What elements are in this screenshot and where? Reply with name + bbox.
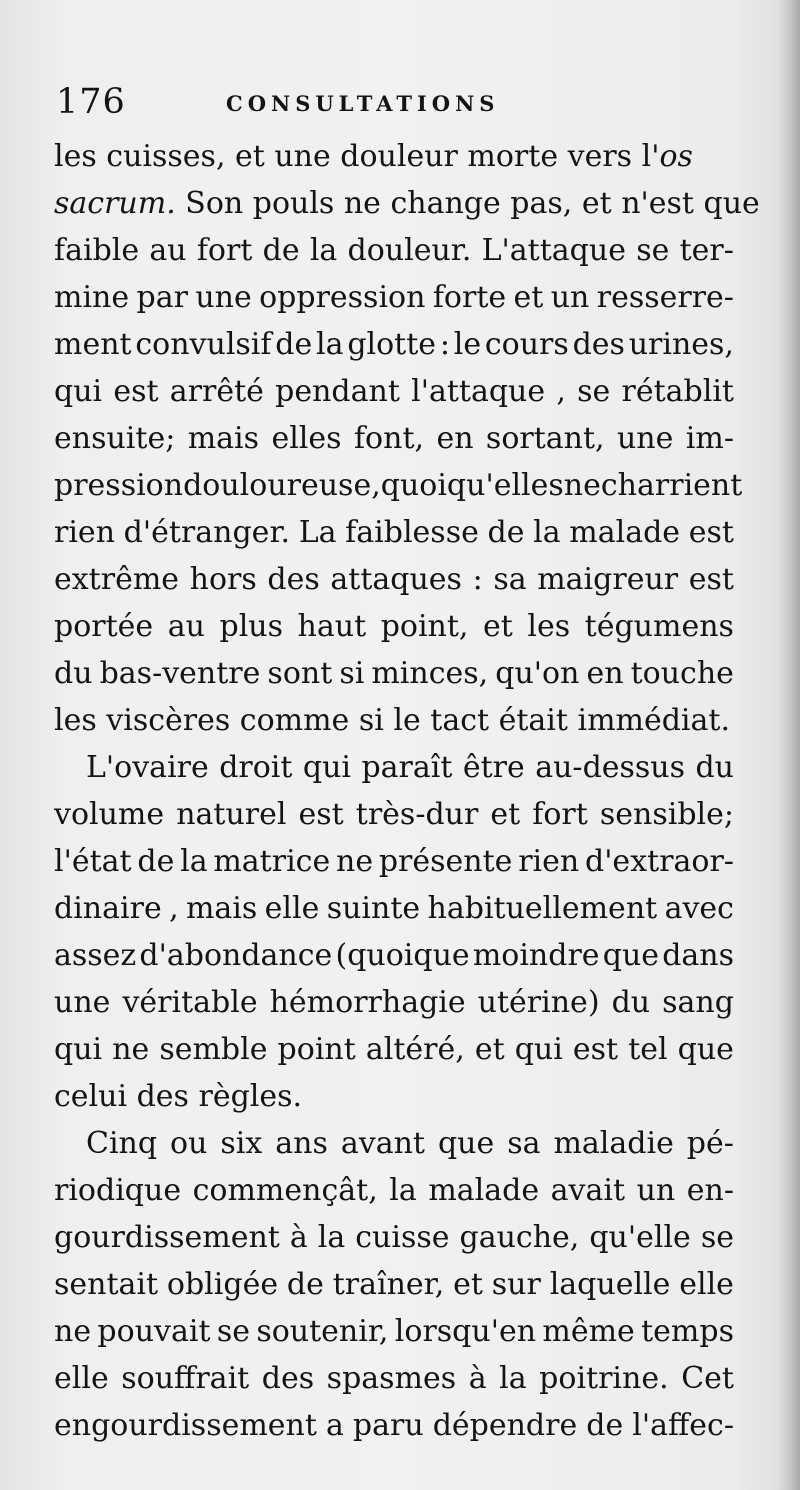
word: avait — [550, 1173, 626, 1208]
word: quoiqu'elles — [380, 468, 564, 503]
word: une — [195, 280, 252, 315]
word: malade — [428, 1173, 540, 1208]
word: sur — [491, 1267, 541, 1302]
word: des — [267, 562, 320, 597]
word: attaques — [330, 562, 462, 597]
line-text: celui des règles. — [54, 1079, 303, 1114]
word: assez — [54, 938, 137, 973]
word: sang — [662, 985, 734, 1020]
word: habituellement — [427, 891, 658, 926]
text-line — [54, 415, 734, 462]
word: des — [572, 327, 625, 362]
word: point — [277, 1032, 356, 1067]
body-text — [54, 133, 760, 1449]
word: spasmes — [326, 1361, 457, 1396]
word: gourdissement — [54, 1220, 280, 1255]
word: , — [169, 891, 179, 926]
text-line — [54, 462, 743, 509]
word: la — [317, 1220, 346, 1255]
text-line — [54, 368, 734, 415]
word: qui — [54, 1032, 103, 1067]
word: lorsqu'en — [394, 1314, 537, 1349]
text-line — [54, 1120, 734, 1167]
word: volume — [54, 797, 165, 832]
word: L'attaque — [481, 233, 626, 268]
word: hors — [189, 562, 257, 597]
word: au — [149, 233, 187, 268]
word: dans — [662, 938, 734, 973]
text-line — [54, 838, 734, 885]
word: à — [468, 1361, 487, 1396]
word: glotte — [347, 327, 437, 362]
word: tel — [628, 1032, 668, 1067]
word: mais — [187, 421, 260, 456]
word: riodique — [54, 1173, 182, 1208]
word: charrient — [600, 468, 743, 503]
word: même — [542, 1314, 635, 1349]
word: convulsif — [135, 327, 272, 362]
word: urines, — [628, 327, 734, 362]
text-line — [54, 274, 734, 321]
word: et — [490, 797, 521, 832]
word: utérine) — [477, 985, 600, 1020]
word: une — [616, 421, 674, 456]
text-line — [54, 1214, 734, 1261]
word: elle — [264, 891, 320, 926]
word: pé- — [686, 1126, 734, 1161]
text-line — [54, 180, 760, 227]
word: se — [216, 1314, 250, 1349]
word: elle — [54, 1361, 109, 1396]
word: minces, — [371, 656, 489, 691]
word: im- — [685, 421, 734, 456]
word: tégumens — [584, 609, 734, 644]
word: d'étranger. — [123, 515, 291, 550]
word: un — [550, 280, 590, 315]
word: ne — [112, 1032, 150, 1067]
word: avant — [340, 1126, 425, 1161]
word: semble — [159, 1032, 268, 1067]
word: par — [136, 280, 188, 315]
word: qui — [514, 1032, 563, 1067]
word: pendant — [275, 374, 400, 409]
word: resserre- — [596, 280, 734, 315]
word: mine — [54, 280, 130, 315]
word: arrêté — [169, 374, 264, 409]
text-line — [54, 650, 734, 697]
word: sa — [493, 562, 527, 597]
word: extrême — [54, 562, 180, 597]
word: l'état — [54, 844, 132, 879]
word: se — [636, 233, 670, 268]
word: est — [688, 515, 734, 550]
word: qu'elle — [589, 1220, 691, 1255]
word: une — [54, 985, 111, 1020]
word: oppression — [259, 280, 426, 315]
word: très-dur — [355, 797, 479, 832]
word: fort — [196, 233, 253, 268]
word: paru — [352, 1408, 424, 1443]
word: de — [487, 515, 525, 550]
word: est — [298, 797, 344, 832]
word: touche — [630, 656, 734, 691]
word: qui — [54, 374, 103, 409]
word: ans — [275, 1126, 328, 1161]
text-line — [54, 791, 734, 838]
word: du — [54, 656, 93, 691]
word: sensible; — [599, 797, 734, 832]
italic-text: os — [659, 139, 693, 174]
page-header — [56, 78, 746, 126]
word: cuisse — [355, 1220, 450, 1255]
text-line — [54, 744, 734, 791]
word: est — [572, 1032, 619, 1067]
line-text: les cuisses, et une douleur morte vers l' — [54, 139, 660, 174]
word: maladie — [553, 1126, 674, 1161]
word: six — [220, 1126, 263, 1161]
word: si — [339, 656, 365, 691]
word: moindre — [472, 938, 600, 973]
word: gauche, — [459, 1220, 580, 1255]
word: bas-ventre — [99, 656, 261, 691]
word: cours — [484, 327, 569, 362]
word: sa — [507, 1126, 541, 1161]
text-line — [54, 1355, 734, 1402]
word: que — [602, 938, 660, 973]
word: la — [316, 327, 344, 362]
word: suinte — [326, 891, 421, 926]
word: présente — [378, 844, 513, 879]
word: ment — [54, 327, 132, 362]
word: altéré, — [365, 1032, 465, 1067]
word: douloureuse, — [183, 468, 381, 503]
word: ou — [170, 1126, 208, 1161]
word: avec — [664, 891, 734, 926]
word: et — [513, 280, 544, 315]
word: commençât, — [192, 1173, 378, 1208]
word: sentait — [54, 1267, 159, 1302]
word: maigreur — [537, 562, 679, 597]
word: de — [137, 844, 175, 879]
word: hémorrhagie — [269, 985, 466, 1020]
word: pression — [54, 468, 184, 503]
word: d'extraor- — [584, 844, 734, 879]
word: en- — [686, 1173, 734, 1208]
page-edge-shadow — [778, 0, 800, 1490]
word: véritable — [122, 985, 258, 1020]
word: l'affec- — [632, 1408, 734, 1443]
word: est — [113, 374, 159, 409]
word: la — [499, 1361, 527, 1396]
word: : — [439, 327, 450, 362]
text-line — [54, 932, 734, 979]
word: ensuite; — [54, 421, 176, 456]
word: fort — [532, 797, 588, 832]
word: point, — [380, 609, 469, 644]
word: faible — [54, 233, 140, 268]
word: dinaire — [54, 891, 162, 926]
word: engourdissement — [54, 1408, 317, 1443]
word: poitrine. — [539, 1361, 669, 1396]
word: ne — [336, 844, 374, 879]
word: pouvait — [97, 1314, 211, 1349]
italic-text: sacrum. — [54, 186, 176, 221]
word: que — [677, 1032, 734, 1067]
word: rien — [54, 515, 116, 550]
text-line — [54, 1308, 734, 1355]
word: être — [462, 750, 525, 785]
word: que — [437, 1126, 495, 1161]
word: du — [611, 985, 651, 1020]
word: sortant, — [485, 421, 605, 456]
word: dépendre — [432, 1408, 578, 1443]
word: les — [527, 609, 571, 644]
word: la — [309, 233, 338, 268]
word: malade — [569, 515, 681, 550]
word: font, — [353, 421, 425, 456]
word: L'ovaire — [86, 750, 209, 785]
text-line — [54, 603, 734, 650]
word: naturel — [176, 797, 287, 832]
word: Cet — [681, 1361, 734, 1396]
word: douleur. — [347, 233, 472, 268]
word: laquelle — [549, 1267, 671, 1302]
word: plus — [219, 609, 283, 644]
word: La — [298, 515, 337, 550]
word: soutenir, — [256, 1314, 389, 1349]
word: de — [286, 1267, 324, 1302]
word: la — [180, 844, 208, 879]
line-text: Son pouls ne change pas, et n'est que — [175, 186, 760, 221]
word: au-dessus — [535, 750, 686, 785]
word: se — [577, 374, 611, 409]
word: en — [436, 421, 474, 456]
word: rien — [518, 844, 580, 879]
word: qui — [302, 750, 352, 785]
text-line — [54, 227, 734, 274]
word: ne — [563, 468, 601, 503]
text-line — [54, 1402, 734, 1449]
word: le — [453, 327, 482, 362]
word: et — [474, 1032, 505, 1067]
word: à — [289, 1220, 308, 1255]
word: et — [453, 1267, 483, 1302]
word: faiblesse — [345, 515, 479, 550]
word: forte — [432, 280, 507, 315]
text-line — [54, 509, 734, 556]
word: des — [261, 1361, 315, 1396]
word: de — [586, 1408, 624, 1443]
word: la — [533, 515, 561, 550]
word: (quoique — [335, 938, 470, 973]
text-line — [54, 556, 734, 603]
word: droit — [219, 750, 293, 785]
word: qu'on — [495, 656, 580, 691]
word: paraît — [361, 750, 453, 785]
text-line — [54, 321, 734, 368]
page-number: 176 — [56, 82, 126, 122]
word: l'attaque — [411, 374, 546, 409]
word: elles — [271, 421, 342, 456]
word: : — [472, 562, 483, 597]
text-line — [54, 1261, 734, 1308]
word: en — [586, 656, 624, 691]
running-head: CONSULTATIONS — [226, 91, 500, 116]
word: sont — [267, 656, 333, 691]
text-line — [54, 1026, 734, 1073]
word: elle — [679, 1267, 734, 1302]
word: traîner, — [332, 1267, 445, 1302]
word: matrice — [213, 844, 331, 879]
word: se — [700, 1220, 734, 1255]
word: et — [483, 609, 513, 644]
word: haut — [297, 609, 367, 644]
word: ter- — [679, 233, 734, 268]
text-line — [54, 979, 734, 1026]
word: ne — [54, 1314, 92, 1349]
word: un — [636, 1173, 676, 1208]
text-line — [54, 1073, 734, 1120]
word: temps — [641, 1314, 734, 1349]
word: mais — [185, 891, 258, 926]
word: d'abondance — [139, 938, 333, 973]
word: de — [262, 233, 300, 268]
word: est — [688, 562, 734, 597]
word: , — [556, 374, 566, 409]
word: souffrait — [121, 1361, 250, 1396]
word: obligée — [166, 1267, 279, 1302]
word: au — [167, 609, 205, 644]
line-text: les viscères comme si le tact était immédiat. — [54, 703, 730, 738]
text-line — [54, 885, 734, 932]
text-line — [54, 697, 734, 744]
word: du — [695, 750, 734, 785]
word: la — [389, 1173, 417, 1208]
word: de — [275, 327, 313, 362]
word: portée — [54, 609, 154, 644]
word: Cinq — [86, 1126, 158, 1161]
word: a — [325, 1408, 344, 1443]
word: rétablit — [621, 374, 734, 409]
text-line — [54, 1167, 734, 1214]
text-line — [54, 133, 734, 180]
